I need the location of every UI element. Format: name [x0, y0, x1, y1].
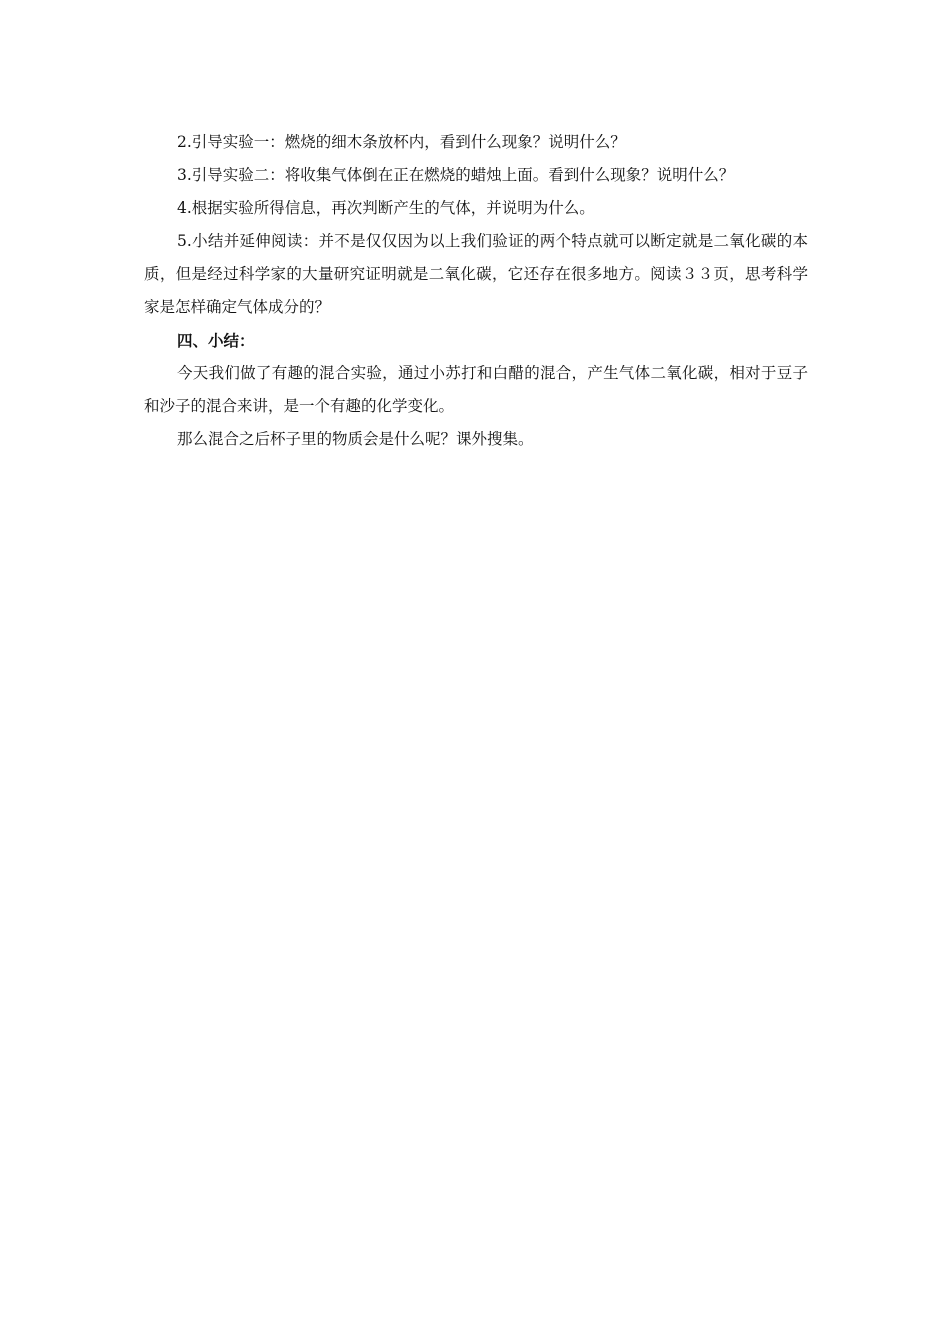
section-heading: 四、小结： [177, 331, 255, 350]
paragraph-step-4: 4.根据实验所得信息，再次判断产生的气体，并说明为什么。 [177, 199, 595, 217]
closing-paragraph: 那么混合之后杯子里的物质会是什么呢？课外搜集。 [177, 430, 534, 448]
paragraph-step-3: 3.引导实验二：将收集气体倒在正在燃烧的蜡烛上面。看到什么现象？说明什么？ [177, 166, 735, 184]
paragraph-step-5: 5.小结并延伸阅读：并不是仅仅因为以上我们验证的两个特点就可以断定就是二氧化碳的本质，但是经过科学家的大量研究证明就是二氧化碳，它还存在很多地方。阅读３３页，思考科学家是怎样确定气体成分的？ [144, 232, 808, 316]
summary-paragraph: 今天我们做了有趣的混合实验，通过小苏打和白醋的混合，产生气体二氧化碳，相对于豆子和沙子的混合来讲，是一个有趣的化学变化。 [144, 364, 808, 415]
paragraph-step-2: 2.引导实验一：燃烧的细木条放杯内，看到什么现象？说明什么？ [177, 133, 626, 151]
document-body [144, 126, 808, 456]
